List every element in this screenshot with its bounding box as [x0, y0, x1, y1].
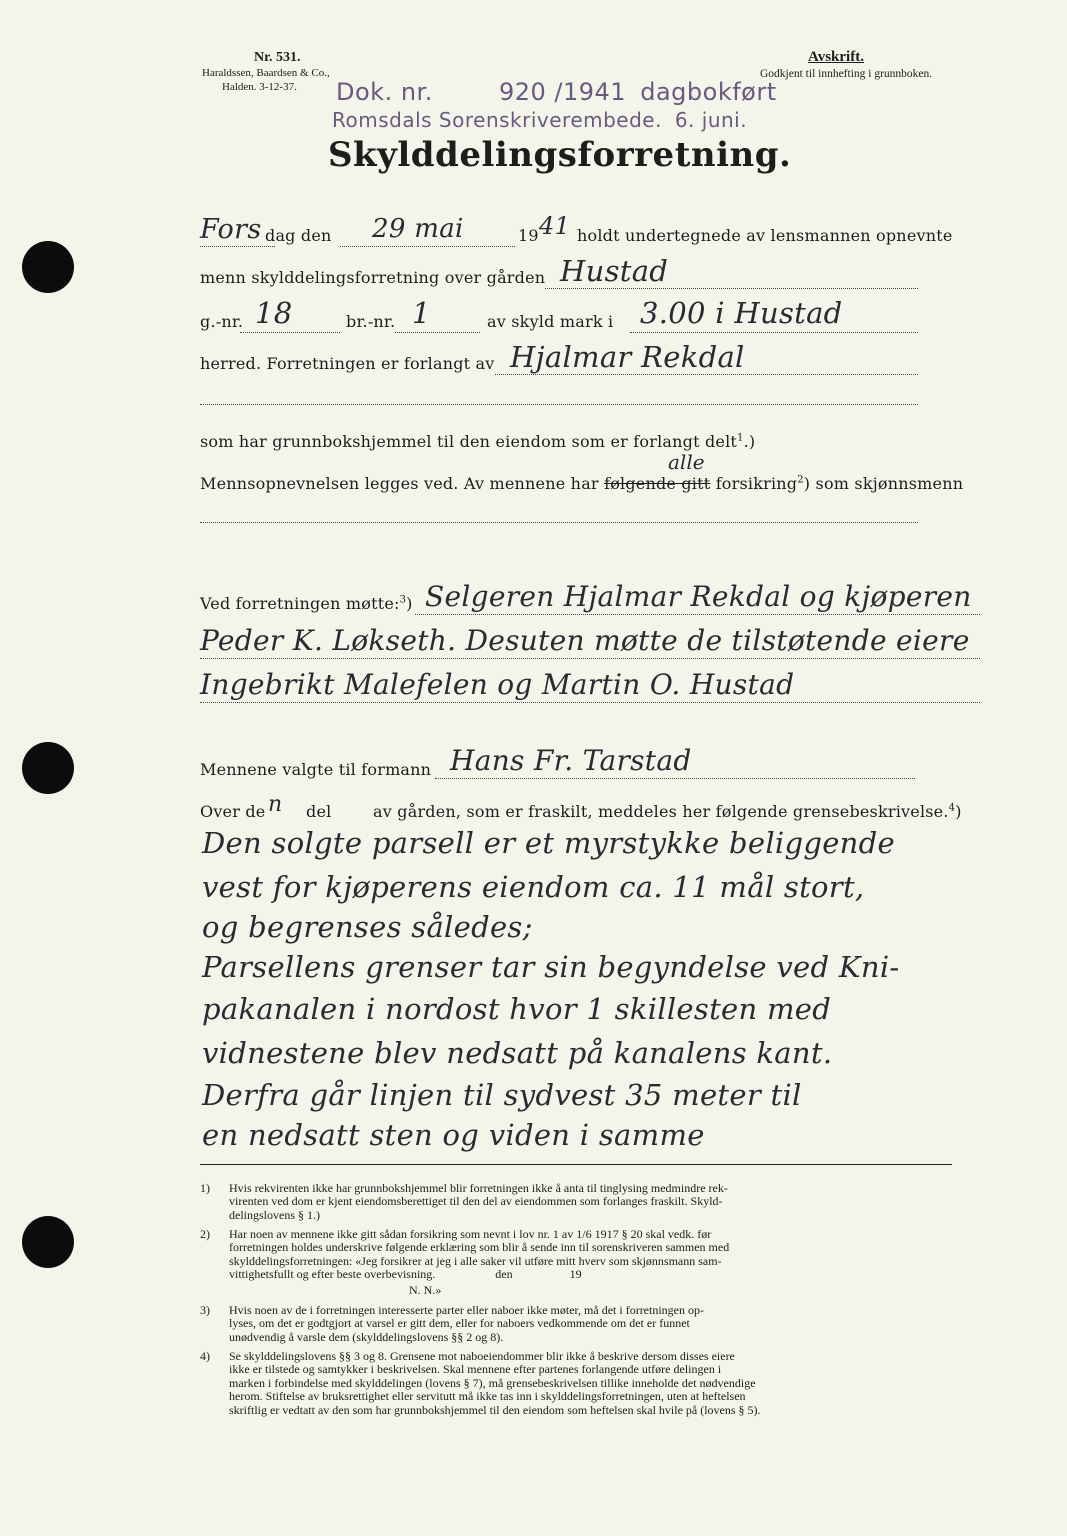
stamp-office: Romsdals Sorenskriverembede. — [332, 108, 662, 132]
grunnbok-text: som har grunnbokshjemmel til den eiendom som er forlangt delt$^1$.) — [200, 432, 756, 451]
alle-handwritten: alle — [668, 450, 705, 474]
skyld-handwritten: 3.00 i Hustad — [640, 296, 843, 330]
punch-hole — [22, 1216, 74, 1268]
description-line: Den solgte parsell er et myrstykke beliggende — [202, 826, 895, 860]
farm-handwritten: Hustad — [560, 254, 669, 288]
stamp-line-1 — [336, 78, 777, 106]
description-line: vest for kjøperens eiendom ca. 11 mål stort, — [202, 870, 865, 904]
attendance-line-2: Peder K. Løkseth. Desuten møtte de tilstøtende eiere — [200, 624, 970, 657]
footnote-number: 1) — [200, 1181, 210, 1195]
farm-label: menn skylddelingsforretning over gården — [200, 268, 546, 287]
footnote-number: 4) — [200, 1349, 210, 1363]
description-line: og begrenses således; — [202, 910, 533, 944]
struck-text: følgende gitt — [604, 474, 711, 493]
printer-line-1: Haraldssen, Baardsen & Co., — [202, 67, 330, 79]
footnote-1 — [200, 1182, 960, 1224]
attendance-line-1: Selgeren Hjalmar Rekdal og kjøperen — [425, 580, 972, 613]
punch-hole — [22, 742, 74, 794]
over-handwritten: n — [268, 792, 283, 817]
footnote-ref: 1 — [737, 432, 744, 444]
footnote-ref: 2 — [797, 474, 804, 486]
footnote-4 — [200, 1350, 960, 1420]
stamp-date: 6. juni. — [674, 108, 748, 132]
date-handwritten: 29 mai — [372, 214, 464, 244]
chair-label: Mennene valgte til formann — [200, 760, 432, 779]
requested-by-handwritten: Hjalmar Rekdal — [510, 340, 745, 374]
del-label: del — [306, 802, 332, 821]
gnr-handwritten: 18 — [255, 296, 293, 330]
footnote-number: 3) — [200, 1303, 210, 1317]
document-title: Skylddelingsforretning. — [328, 135, 792, 175]
weekday-handwritten: Fors — [200, 214, 262, 245]
bnr-handwritten: 1 — [412, 296, 431, 330]
description-line: Parsellens grenser tar sin begyndelse ved Kni- — [202, 950, 900, 984]
menn-text: Mennsopnevnelsen legges ved. Av mennene har følgende gitt forsikring$^2$) som skjønnsmenn — [200, 474, 964, 493]
description-line: Derfra går linjen til sydvest 35 meter til — [202, 1078, 802, 1112]
form-number: Nr. 531. — [254, 50, 301, 65]
footnote-3 — [200, 1304, 960, 1346]
av-garden-text: av gården, som er fraskilt, meddeles her følgende grensebeskrivelse.$^4$) — [373, 802, 962, 821]
footnote-text: Har noen av mennene ikke gitt sådan forsikring som nevnt i lov nr. 1 av 1/6 1917 § 20 skal vedk. før forretningen holdes underskrive følgende erklæring som blir å sende inn til sorenskriveren sammen med skylddelingsforretningen: «Jeg forsikrer at jeg i alle saker vil utføre mitt hverv som skjønnsmann sam- vittighetsfullt og efter beste overbevisning. den 19 — [229, 1227, 730, 1282]
footnote-signature — [200, 1284, 960, 1298]
printer-line-2: Halden. 3-12-37. — [222, 81, 297, 93]
attendance-line-3: Ingebrikt Malefelen og Martin O. Hustad — [200, 668, 795, 701]
stamp-doc-number: 920 /1941 — [498, 78, 627, 106]
held-text: holdt undertegnede av lensmannen opnevnte — [577, 226, 953, 245]
menn-text-b: forsikring — [715, 474, 798, 493]
approved-text: Godkjent til innhefting i grunnboken. — [760, 68, 933, 80]
attendance-label-text: Ved forretningen møtte: — [200, 594, 400, 613]
footnote-text: N. N.» — [229, 1283, 442, 1297]
description-line: en nedsatt sten og viden i samme — [202, 1118, 705, 1152]
footnote-text: Hvis rekvirenten ikke har grunnbokshjemmel blir forretningen ikke å anta til tinglysing medmindre rek- virenten ved dom er kjent eiendomsberettiget til den del av eiendommen som forlanges fraskilt. Skyld- delingslovens § 1.) — [229, 1181, 728, 1222]
footnote-ref: 3 — [399, 594, 407, 606]
footnote-2 — [200, 1228, 960, 1284]
footnote-number: 2) — [200, 1227, 210, 1241]
skyld-label: av skyld mark i — [487, 312, 614, 331]
stamp-doc-label: Dok. nr. — [336, 78, 433, 106]
day-label: dag den — [265, 226, 332, 245]
stamp-line-2 — [332, 108, 747, 132]
grunnbok-text-body: som har grunnbokshjemmel til den eiendom som er forlangt delt — [200, 432, 738, 451]
footnote-ref: 4 — [948, 802, 956, 814]
menn-text-c: som skjønnsmenn — [815, 474, 964, 493]
bnr-label: br.-nr. — [346, 312, 396, 331]
copy-label: Avskrift. — [808, 49, 864, 65]
punch-hole — [22, 241, 74, 293]
gnr-label: g.-nr. — [200, 312, 244, 331]
av-garden-body: av gården, som er fraskilt, meddeles her følgende grensebeskrivelse. — [373, 802, 949, 821]
description-line: vidnestene blev nedsatt på kanalens kant. — [202, 1036, 833, 1070]
over-label: Over de — [200, 802, 266, 821]
year-handwritten: 41 — [539, 212, 571, 240]
herred-label: herred. Forretningen er forlangt av — [200, 354, 495, 373]
year-prefix: 19 — [518, 226, 539, 245]
attendance-label: Ved forretningen møtte:$^3$) — [200, 594, 413, 613]
menn-text-a: Mennsopnevnelsen legges ved. Av mennene har — [200, 474, 599, 493]
chair-handwritten: Hans Fr. Tarstad — [450, 744, 692, 777]
description-line: pakanalen i nordost hvor 1 skillesten med — [202, 992, 832, 1026]
footnote-text: Hvis noen av de i forretningen interesserte parter eller naboer ikke møter, må det i forretningen op- lyses, om det er godtgjort at varsel er gitt dem, eller for naboers vedkommende om det er funnet unødvendig å varsle dem (skylddelingslovens §§ 2 og 8). — [229, 1303, 705, 1344]
footnote-text: Se skylddelingslovens §§ 3 og 8. Grensene mot naboeiendommer blir ikke å beskrive dersom disses eiere ikke er tilstede og samtykker i beskrivelsen. Skal mennene efter partenes forlangende utføre delingen i marken i forbindelse med skylddelingen (lovens § 7), må grensebeskrivelsen tillike inneholde det nødvendige herom. Stiftelse av bruksrettighet eller servitutt må ikke tas inn i skylddelingsforretningen, uten at heftelsen skriftlig er vedtatt av den som har grunnbokshjemmel til den eiendom som heftelsen skal hvile på (lovens § 5). — [229, 1349, 761, 1417]
stamp-logged: dagbokført — [640, 78, 777, 106]
